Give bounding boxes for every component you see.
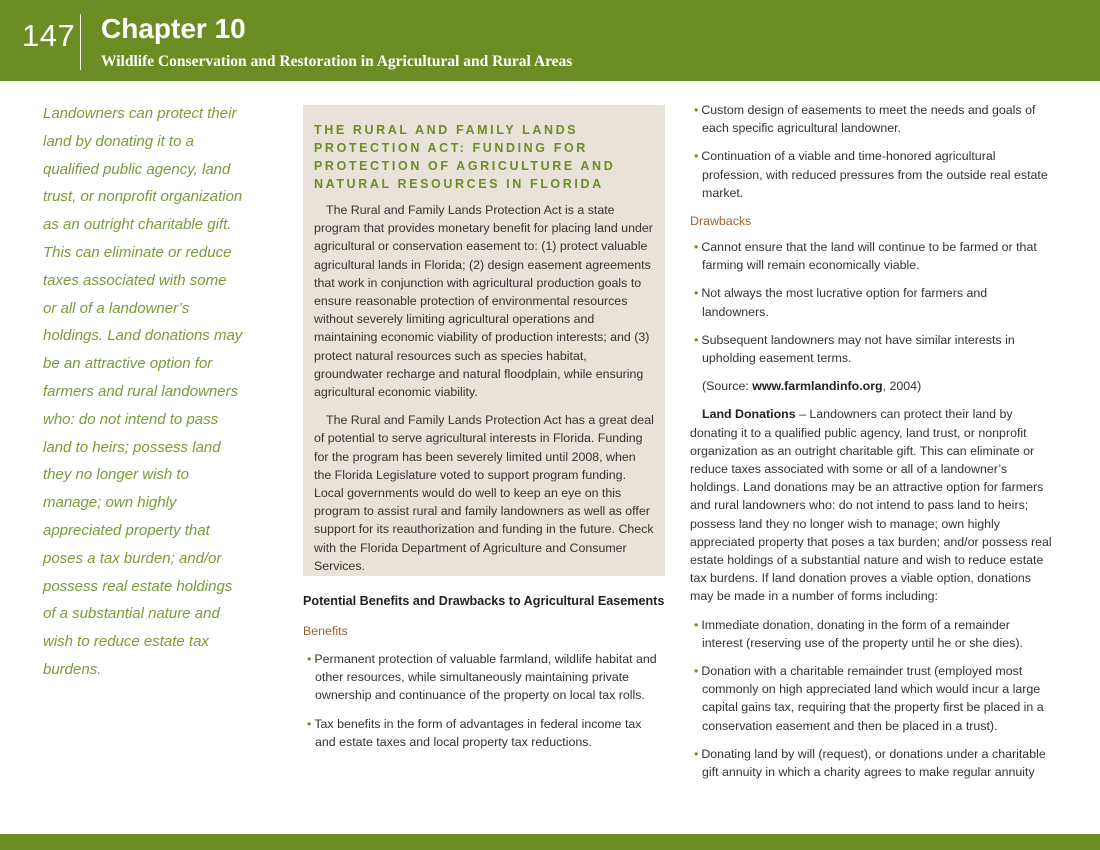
- bullet-item: [690, 284, 1052, 320]
- bullet-icon: •: [694, 332, 699, 347]
- right-column: [690, 101, 1052, 791]
- benefits-subheading: Benefits: [303, 624, 348, 638]
- bullet-text: Permanent protection of valuable farmland, wildlife habitat and other resources, while simultaneously maintaining private ownership and continuance of the property on local tax rolls.: [314, 652, 657, 703]
- land-donations-paragraph: [690, 405, 1052, 605]
- bullet-item: [303, 650, 665, 705]
- bullet-icon: •: [694, 286, 699, 301]
- footer-bar: [0, 834, 1100, 850]
- left-column: [303, 592, 665, 761]
- bullet-text: Immediate donation, donating in the form of a remainder interest (reserving use of the property until he or she dies).: [701, 617, 1023, 650]
- page-header: [0, 0, 1100, 81]
- bullet-item: [690, 147, 1052, 202]
- bullet-icon: •: [694, 617, 699, 632]
- pull-quote: Landowners can protect their land by donating it to a qualified public agency, land trust, or nonprofit organization as an outright charitable gift. This can eliminate or reduce taxes associated with some or all of a landowner’s holdings. Land donations may be an attractive option for farmers and rural landowners who: do not intend to pass land to heirs; possess land they no longer wish to manage; own highly appreciated property that poses a tax burden; and/or possess real estate holdings of a substantial nature and wish to reduce estate tax burdens.: [43, 105, 243, 678]
- bullet-text: Continuation of a viable and time-honored agricultural profession, with reduced pressures from the outside real estate market.: [701, 149, 1048, 200]
- bullet-item: [690, 745, 1052, 781]
- bullet-item: [690, 616, 1052, 652]
- source-suffix: , 2004): [882, 379, 922, 394]
- bullet-text: Subsequent landowners may not have similar interests in upholding easement terms.: [701, 332, 1015, 366]
- bullet-text: Custom design of easements to meet the needs and goals of each specific agricultural landowner.: [701, 103, 1036, 136]
- sidebar-paragraph: The Rural and Family Lands Protection Act is a state program that provides monetary benefit for placing land under agricultural or conservation easement to: (1) protect valuable agricultural lands in Florida; (2) design easement agreements that work in conjunction with agricultural production goals to ensure reasonable protection of environmental resources without severely limiting agricultural operations and maintaining economic viability of production interests; and (3) protect natural resources such as species habitat, groundwater recharge and natural floodplain, while ensuring agricultural economic viability.: [314, 203, 653, 400]
- source-citation: [690, 377, 1052, 395]
- bullet-icon: •: [694, 746, 699, 761]
- bullet-icon: •: [694, 240, 699, 255]
- bullet-text: Donating land by will (request), or donations under a charitable gift annuity in which a charity agrees to make regular annuity: [701, 746, 1046, 780]
- land-donations-text: – Landowners can protect their land by donating it to a qualified public agency, land trust, or nonprofit organization as an outright charitable gift. This can eliminate or reduce taxes associated with some or all of a landowner’s holdings. Land donations may be an attractive option for farmers and rural landowners who: do not intend to pass land to heirs; possess land they no longer wish to manage; own highly appreciated property that poses a tax burden; and/or possess real estate holdings of a substantial nature and wish to reduce estate tax burdens. If land donation proves a viable option, donations may be made in a number of forms including:: [690, 407, 1052, 604]
- drawbacks-subheading: Drawbacks: [690, 214, 752, 229]
- bullet-item: [690, 101, 1052, 137]
- chapter-title: Chapter 10: [101, 13, 246, 44]
- bullet-text: Not always the most lucrative option for farmers and landowners.: [701, 286, 988, 319]
- bullet-text: Donation with a charitable remainder trust (employed most commonly on high appreciated land which would incur a large capital gains tax, requiring that the property first be placed in a conservation easement and then be placed in a trust).: [701, 664, 1044, 733]
- bullet-icon: •: [307, 716, 312, 731]
- header-divider: [80, 14, 81, 70]
- bullet-icon: •: [307, 652, 312, 666]
- bullet-item: [690, 662, 1052, 735]
- sidebar-paragraph: The Rural and Family Lands Protection Act has a great deal of potential to serve agricultural interests in Florida. Funding for the program has been severely limited until 2008, when the Florida Legislature voted to support program funding. Local governments would do well to keep an eye on this program to assist rural and family landowners as well as offer support for its reauthorization and funding in the future. Check with the Florida Department of Agriculture and Consumer Services.: [314, 413, 654, 573]
- bullet-text: Cannot ensure that the land will continue to be farmed or that farming will remain economically viable.: [701, 240, 1037, 273]
- bullet-icon: •: [694, 149, 699, 164]
- bullet-icon: •: [694, 664, 699, 679]
- sidebar-heading: THE RURAL AND FAMILY LANDS PROTECTION ACT: FUNDING FOR PROTECTION OF AGRICULTURE AND NATURAL RESOURCES IN FLORIDA: [314, 123, 616, 191]
- bullet-text: Tax benefits in the form of advantages in federal income tax and estate taxes and local property tax reductions.: [314, 716, 642, 749]
- sidebar-box: [303, 105, 665, 576]
- chapter-subtitle: Wildlife Conservation and Restoration in Agricultural and Rural Areas: [101, 53, 573, 70]
- land-donations-term: Land Donations: [702, 407, 796, 422]
- bullet-item: [690, 331, 1052, 367]
- source-prefix: (Source:: [702, 379, 753, 394]
- page-number: 147: [22, 18, 76, 53]
- bullet-icon: •: [694, 103, 699, 117]
- bullet-item: [303, 715, 665, 751]
- bullet-item: [690, 238, 1052, 274]
- source-link[interactable]: www.farmlandinfo.org: [752, 379, 883, 394]
- section-heading: Potential Benefits and Drawbacks to Agricultural Easements: [303, 594, 665, 608]
